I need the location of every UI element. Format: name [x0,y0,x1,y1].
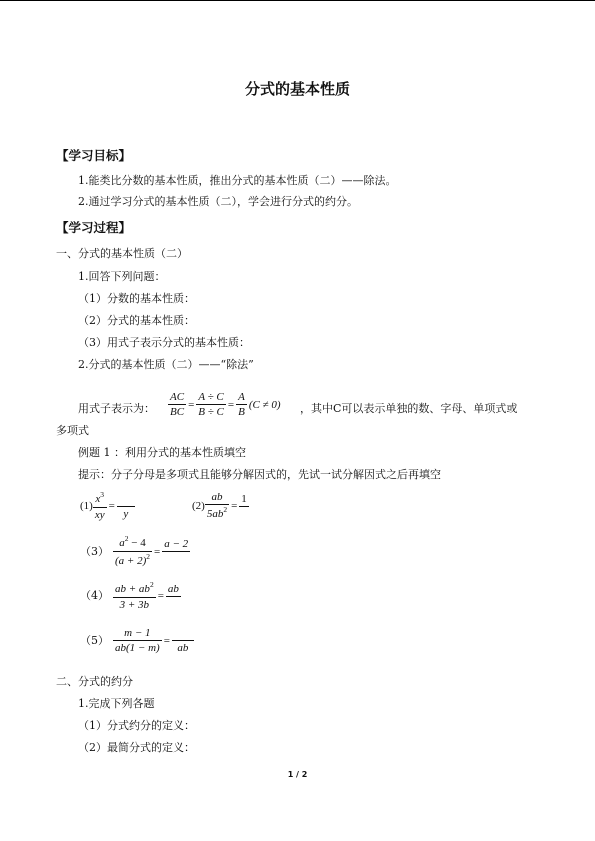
goal-item-2: 2.通过学习分式的基本性质（二），学会进行分式的约分。 [78,195,358,208]
formula-suffix: ，其中C可以表示单独的数、字母、单项式或 [300,402,518,415]
exercise-3: （3） $\frac{a^2 - 4}{(a + 2)^2}$ = a − 2 [80,534,189,567]
page-title: 分式的基本性质 [244,80,350,98]
question-1: 1.回答下列问题： [78,270,166,283]
part2-item-2: （2）最简分式的定义： [78,741,195,754]
page-number: 1 / 2 [287,770,308,779]
part2-question-1: 1.完成下列各题 [78,697,155,710]
question-1-item-3: （3）用式子表示分式的基本性质： [78,336,250,349]
top-rule [0,0,595,1]
example-title: 例题 1 ：利用分式的基本性质填空 [78,446,246,459]
exercise-2: (2) $\frac{ab}{5ab^2}$ = 1 [192,491,247,520]
formula-condition: (C ≠ 0) [248,398,281,411]
question-2: 2.分式的基本性质（二）——“除法” [78,358,254,371]
part1-heading: 一、分式的基本性质（二） [56,247,188,260]
goals-header: 【学习目标】 [56,148,132,163]
answer-blank-3: a − 2 [164,538,189,550]
fraction-divided: $\frac{A \div C}{B \div C}$ [198,391,224,418]
example-hint: 提示：分子分母是多项式且能够分解因式的，先试一试分解因式之后再填空 [78,468,441,481]
exercise-4: （4） $\frac{ab + ab^2}{3 + 3b}$ = ab [80,580,179,611]
answer-blank-4: ab [167,582,179,595]
answer-blank-1: y [117,492,135,521]
question-1-item-1: （1）分数的基本性质： [78,292,195,305]
formula-wrap: 多项式 [56,424,89,437]
fraction-ac-bc: $\frac{AC}{BC}$ [170,391,185,418]
division-formula: $\frac{AC}{BC}$ = $\frac{A \div C}{B \div C}$ = $\frac{A}{B}$ (C ≠ 0) [170,391,281,418]
question-1-item-2: （2）分式的基本性质： [78,314,195,327]
answer-blank-2: 1 [241,492,247,505]
fraction-a-b: $\frac{A}{B}$ [238,391,245,418]
part2-item-1: （1）分式约分的定义： [78,719,195,732]
exercise-5: （5） $\frac{m - 1}{ab(1 - m)}$ = ab [80,626,194,655]
part2-heading: 二、分式的约分 [56,675,133,688]
exercise-1: (1) $\frac{x^3}{xy}$ = y [80,490,135,522]
process-header: 【学习过程】 [56,220,132,235]
formula-prefix: 用式子表示为： [78,402,155,415]
answer-blank-5: ab [172,626,194,655]
goal-item-1: 1.能类比分数的基本性质，推出分式的基本性质（二）——除法。 [78,174,397,187]
